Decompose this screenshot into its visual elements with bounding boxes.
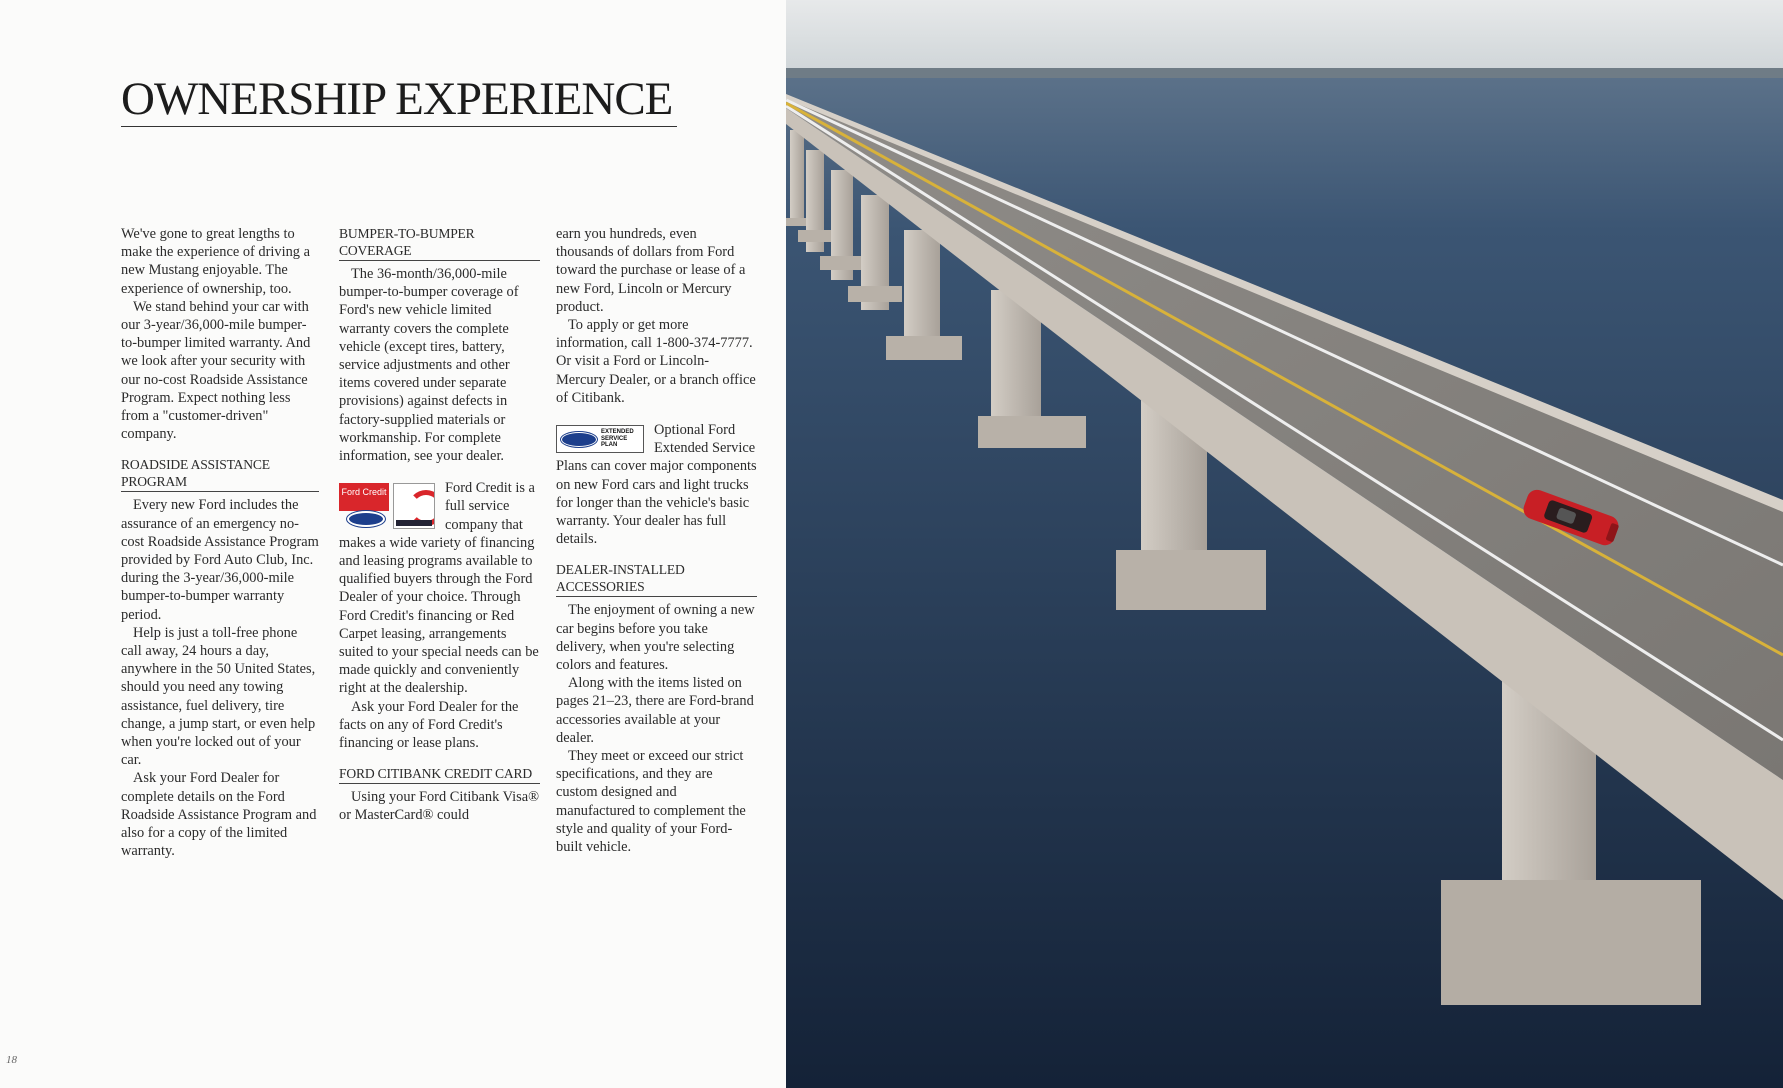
roadside-paragraph: Ask your Ford Dealer for complete details on the Ford Roadside Assistance Program and also for a copy of the limited warranty. xyxy=(121,770,317,860)
red-carpet-lease-logo-icon xyxy=(393,483,435,529)
accessories-paragraph: They meet or exceed our strict specifications, and they are custom designed and manufactured to complement the style and quality of your Ford-built vehicle. xyxy=(556,748,746,856)
ford-credit-paragraph: Ford Credit is a full service company that makes a wide variety of financing and leasing programs available to qualified buyers through the Ford Dealer of your choice. Through Ford Credit's financing or Red Carpet leasing, arrangements suited to your special needs can be made quickly and conveniently right at the dealership. xyxy=(339,480,539,697)
citibank-paragraph: Using your Ford Citibank Visa® or MasterCard® could xyxy=(339,789,540,824)
citibank-paragraph: To apply or get more information, call 1-800-374-7777. Or visit a Ford or Lincoln-Mercury Dealer, or a branch office of Citibank. xyxy=(556,317,756,406)
intro-paragraph: We've gone to great lengths to make the experience of driving a new Mustang enjoyable. The experience of ownership, too. xyxy=(121,226,310,297)
page-number: 18 xyxy=(6,1054,17,1066)
esp-paragraph: Optional Ford Extended Service Plans can cover major components on new Ford cars and light trucks for longer than the vehicle's basic warranty. Your dealer has full details. xyxy=(556,422,757,548)
accessories-paragraph: Along with the items listed on pages 21–23, there are Ford-brand accessories available at your dealer. xyxy=(556,675,754,746)
ford-credit-logos xyxy=(339,483,435,529)
bumper-paragraph: The 36-month/36,000-mile bumper-to-bumper coverage of Ford's new vehicle limited warranty covers the complete vehicle (except tires, battery, service adjustments and other items covered under separate provisions) against defects in factory-supplied materials or workmanship. For complete information, see your dealer. xyxy=(339,266,519,465)
bridge-photo-illustration xyxy=(786,0,1783,1088)
bumper-heading: BUMPER-TO-BUMPER COVERAGE xyxy=(339,225,540,261)
citibank-heading: FORD CITIBANK CREDIT CARD xyxy=(339,765,540,784)
roadside-paragraph: Every new Ford includes the assurance of an emergency no-cost Roadside Assistance Program provided by Ford Auto Club, Inc. during the 3-year/36,000-mile bumper-to-bumper warranty period. xyxy=(121,497,319,623)
ford-oval-icon xyxy=(561,432,597,447)
page-title: OWNERSHIP EXPERIENCE xyxy=(121,73,673,125)
accessories-paragraph: The enjoyment of owning a new car begins before you take delivery, when you're selecting colors and features. xyxy=(556,602,755,674)
text-page xyxy=(0,0,786,1088)
citibank-paragraph: earn you hundreds, even thousands of dollars from Ford toward the purchase or lease of a new Ford, Lincoln or Mercury product. xyxy=(556,226,746,315)
column-1 xyxy=(121,225,319,861)
accessories-heading: DEALER-INSTALLED ACCESSORIES xyxy=(556,561,757,597)
column-3 xyxy=(556,225,757,856)
extended-service-plan-logo xyxy=(556,425,644,453)
esp-logo-icon: EXTENDED SERVICE PLAN xyxy=(556,425,644,453)
ford-oval-icon xyxy=(347,511,385,527)
bridge-photo xyxy=(786,0,1783,1088)
roadside-heading: ROADSIDE ASSISTANCE PROGRAM xyxy=(121,456,319,492)
roadside-paragraph: Help is just a toll-free phone call away, 24 hours a day, anywhere in the 50 United States, should you need any towing assistance, fuel delivery, tire change, a jump start, or even help when you're locked out of your car. xyxy=(121,624,316,769)
sky xyxy=(786,0,1783,72)
title-rule xyxy=(121,126,677,127)
ford-credit-logo-icon: Ford Credit xyxy=(339,483,389,527)
ford-credit-paragraph: Ask your Ford Dealer for the facts on any of Ford Credit's financing or lease plans. xyxy=(339,698,519,752)
column-2 xyxy=(339,225,540,825)
intro-paragraph: We stand behind your car with our 3-year/36,000-mile bumper-to-bumper limited warranty. And we look after your security with our no-cost Roadside Assistance Program. Expect nothing less from a "customer-driven" company. xyxy=(121,298,311,443)
